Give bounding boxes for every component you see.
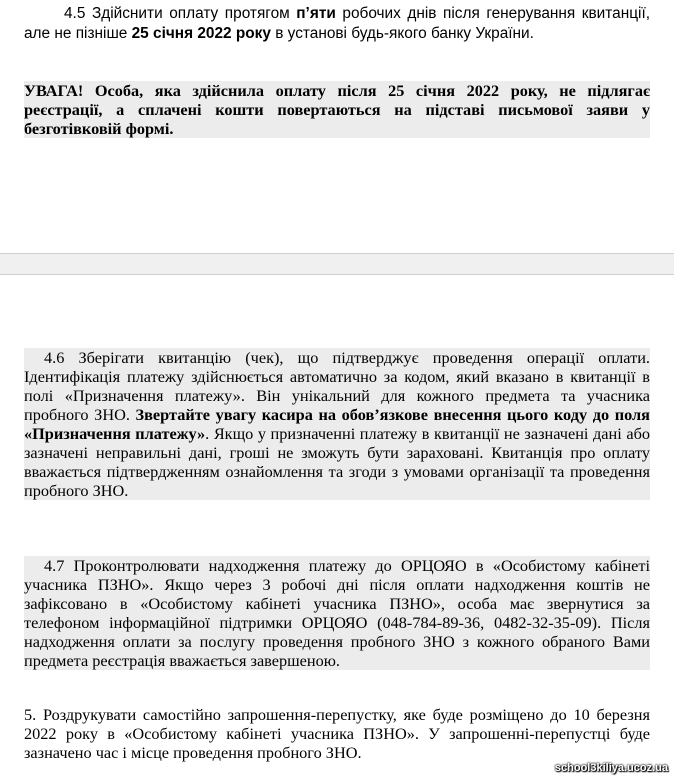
p45-text-d: 25 січня 2022 року bbox=[131, 25, 271, 42]
p45-text-c: робочих днів після генерування квитанції, але не пізніше bbox=[24, 5, 650, 42]
p47-text: 4.7 Проконтролювати надходження платежу до ОРЦОЯО в «Особистому кабінеті учасника ПЗНО». Якщо через 3 робочі дні після оплати надходження коштів не зафіксовано в «Особистому кабінеті учасника ПЗНО», особа має звернутися за телефоном інформаційної підтримки ОРЦОЯО (048-784-89-36, 0482-32-35-09). Після надходження оплати за послугу проведення пробного ЗНО з кожного обраного Вами предмета реєстрація вважається завершеною. bbox=[24, 556, 650, 670]
p45-text-a: 4.5 Здійснити оплату протягом bbox=[64, 5, 297, 22]
warning-paragraph: УВАГА! Особа, яка здійснила оплату після 25 січня 2022 року, не підлягає реєстрації, а сплачені кошти повертаються на підставі письмової заяви у безготівковій формі. bbox=[24, 81, 650, 138]
paragraph-4-6 bbox=[24, 348, 650, 500]
p46-text-b: Звертайте увагу касира на обов’язкове внесення цього коду до поля «Призначення платежу» bbox=[24, 405, 650, 443]
p46-text-a: 4.6 Зберігати квитанцію (чек), що підтверджує проведення операції оплати. Ідентифікація платежу здійснюється автоматично за кодом, який вказано в квитанції в полі «Призначення платежу». Він унікальний для кожного предмета та учасника пробного ЗНО. bbox=[24, 348, 650, 424]
paragraph-4-5 bbox=[24, 4, 650, 44]
paragraph-5: 5. Роздрукувати самостійно запрошення-перепустку, яке буде розміщено до 10 березня 2022 року в «Особистому кабінеті учасника ПЗНО». У запрошенні-перепустці буде зазначено час і місце проведення пробного ЗНО. bbox=[24, 705, 650, 762]
p46-text-c: . Якщо у призначенні платежу в квитанції не зазначені дані або зазначені неправильні дані, гроші не зможуть бути зараховані. Квитанція про оплату вважається підтвердженням ознайомлення та згоди з умовами організації та проведення пробного ЗНО. bbox=[24, 424, 651, 500]
watermark: school3kiliya.ucoz.ua bbox=[554, 762, 668, 774]
p45-text-b: п’яти bbox=[296, 5, 336, 22]
p45-text-e: в установі будь-якого банку України. bbox=[270, 25, 534, 42]
paragraph-4-7 bbox=[24, 556, 650, 670]
page-break bbox=[0, 253, 674, 275]
